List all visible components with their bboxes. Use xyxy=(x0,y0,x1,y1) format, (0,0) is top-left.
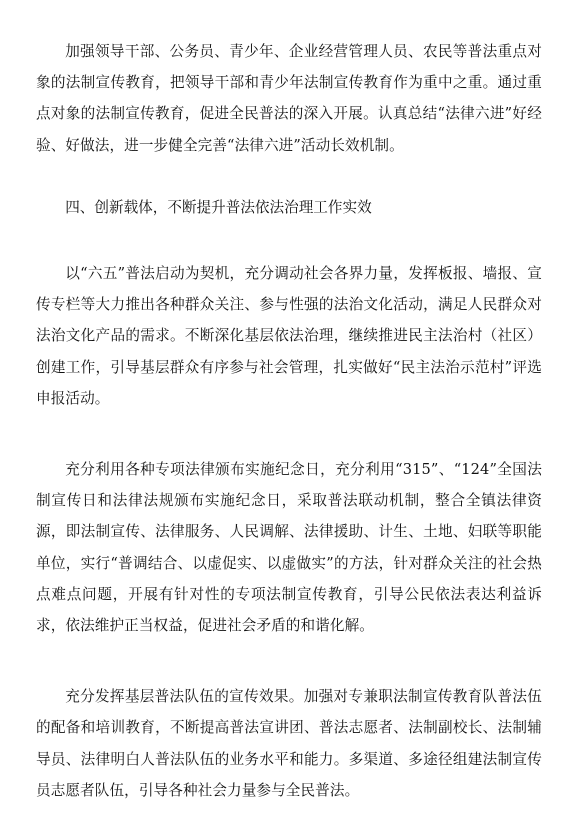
paragraph-liuwu-launch: 以“六五”普法启动为契机，充分调动社会各界力量，发挥板报、墙报、宣传专栏等大力推出各种群众关注、参与性强的法治文化活动，满足人民群众对法治文化产品的需求。不断深化基层依法治理，继续推进民主法治村（社区）创建工作，引导基层群众有序参与社会管理，扎实做好“民主法治示范村”评选申报活动。 xyxy=(36,265,542,407)
section-heading-four: 四、创新载体，不断提升普法依法治理工作实效 xyxy=(65,198,372,216)
paragraph-commemoration-days: 充分利用各种专项法律颁布实施纪念日，充分利用“315”、“124”全国法制宣传日和法律法规颁布实施纪念日，采取普法联动机制，整合全镇法律资源，即法制宣传、法律服务、人民调解、法律援助、计生、土地、妇联等职能单位，实行“普调结合、以虚促实、以虚做实”的方法，针对群众关注的社会热点难点问题，开展有针对性的专项法制宣传教育，引导公民依法表达利益诉求，依法维护正当权益，促进社会矛盾的和谐化解。 xyxy=(36,461,542,635)
paragraph-spacer xyxy=(36,223,542,258)
paragraph-grassroots-team: 充分发挥基层普法队伍的宣传效果。加强对专兼职法制宣传教育队普法伍的配备和培训教育，不断提高普法宣讲团、普法志愿者、法制副校长、法制辅导员、法律明白人普法队伍的业务水平和能力。多渠道、多途径组建法制宣传员志愿者队伍，引导各种社会力量参与全民普法。 xyxy=(36,688,542,799)
paragraph-spacer xyxy=(36,641,542,681)
paragraph-spacer xyxy=(36,161,542,192)
paragraph-spacer xyxy=(36,414,542,454)
paragraph-key-targets: 加强领导干部、公务员、青少年、企业经营管理人员、农民等普法重点对象的法制宣传教育，把领导干部和青少年法制宣传教育作为重中之重。通过重点对象的法制宣传教育，促进全民普法的深入开展。认真总结“法律六进”好经验、好做法，进一步健全完善“法律六进”活动长效机制。 xyxy=(36,43,542,154)
